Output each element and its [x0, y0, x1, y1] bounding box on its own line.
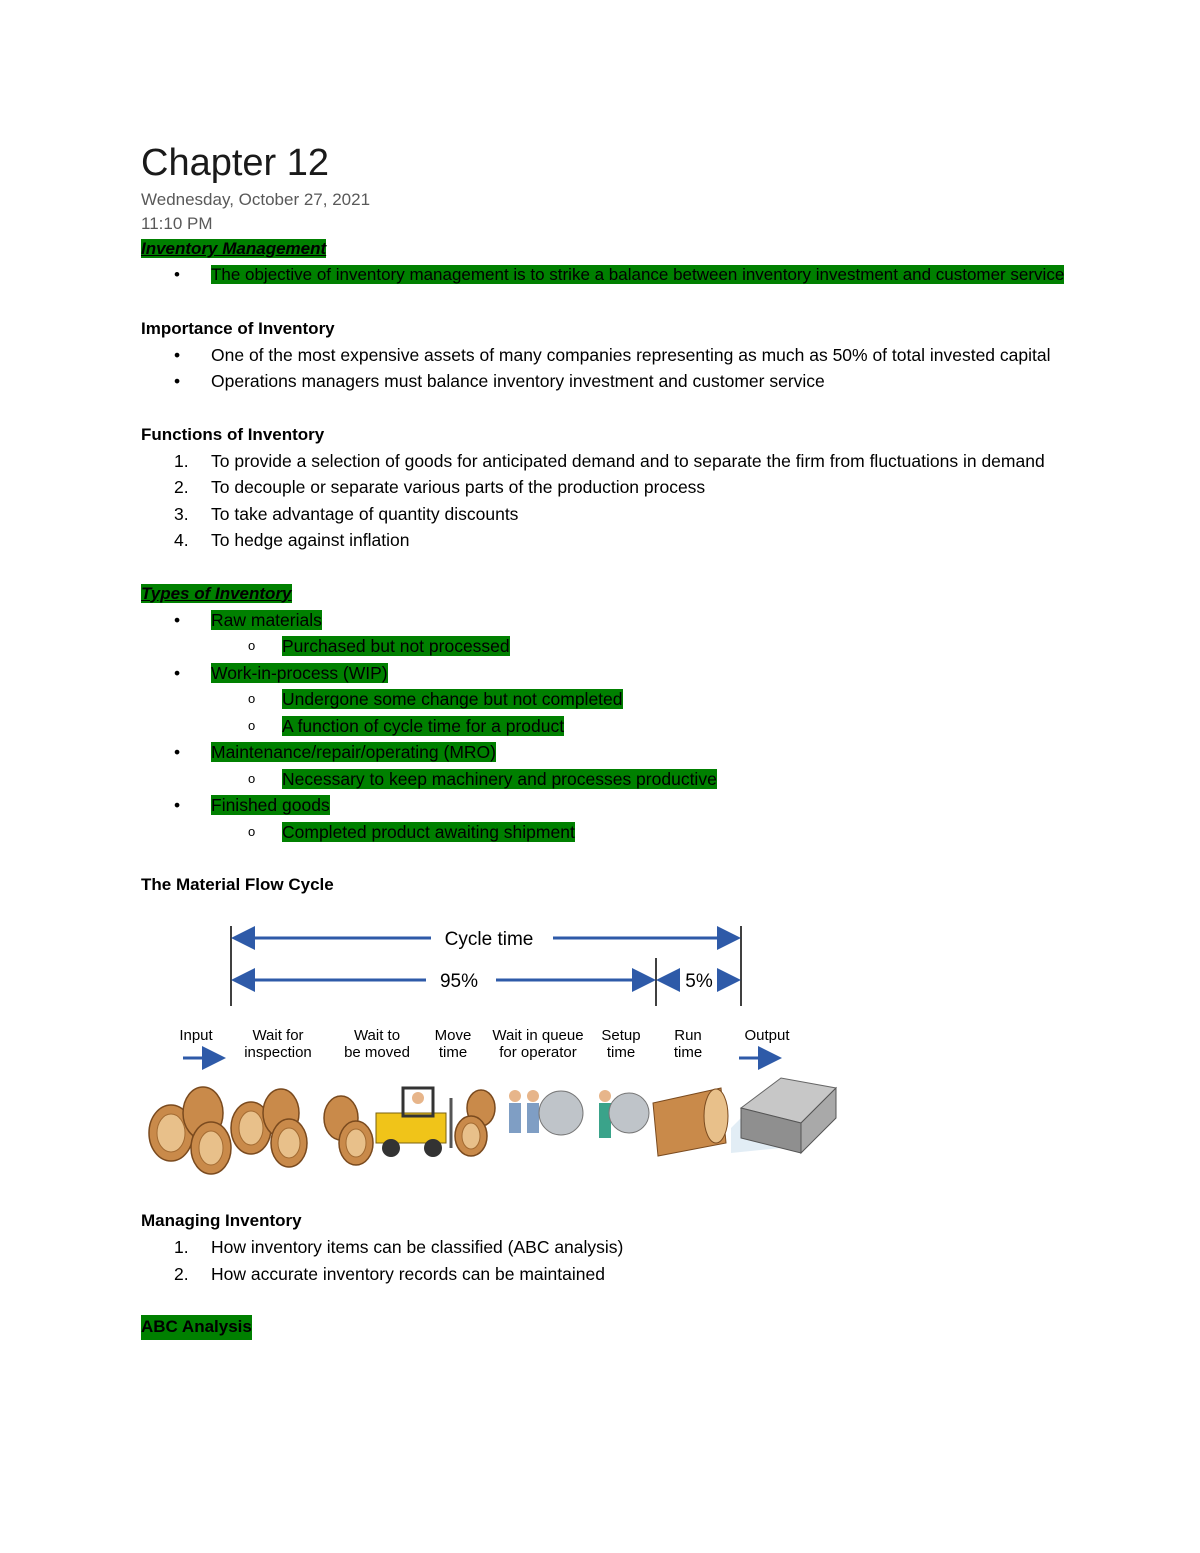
bullet-text: The objective of inventory management is to strike a balance between inventory investment and customer service — [211, 265, 1065, 284]
list-number: 1. — [174, 1237, 189, 1257]
page-time: 11:10 PM — [141, 214, 213, 233]
circle-bullet-icon: o — [248, 770, 256, 786]
section-managing: Managing Inventory — [141, 1211, 302, 1230]
list-item — [141, 660, 1071, 687]
bullet-icon: • — [174, 662, 181, 683]
sub-list-item — [141, 713, 1071, 740]
importance-list — [141, 342, 1071, 395]
list-item — [141, 474, 1071, 501]
page-date: Wednesday, October 27, 2021 — [141, 190, 371, 209]
list-number: 1. — [174, 450, 189, 471]
sub-text: Purchased but not processed — [282, 636, 510, 656]
managing-list — [141, 1234, 1071, 1287]
run-output-illustration — [653, 1078, 836, 1156]
stage-label: Move — [434, 1027, 472, 1044]
bullet-text: Finished goods — [211, 795, 330, 815]
cycle-time-label: Cycle time — [444, 929, 534, 950]
sub-text: Undergone some change but not completed — [282, 689, 623, 709]
list-item — [141, 342, 1071, 369]
bullet-icon: • — [174, 742, 181, 762]
workers-illustration — [509, 1090, 649, 1138]
section-types — [141, 581, 1071, 607]
list-number: 2. — [174, 1263, 189, 1284]
section-heading: Inventory Management — [141, 239, 327, 258]
stage-label: time — [606, 1044, 636, 1061]
sub-text: Completed product awaiting shipment — [282, 821, 575, 842]
stage-label: Wait to — [353, 1027, 401, 1044]
section-material-flow: The Material Flow Cycle — [141, 875, 334, 894]
item-text: To hedge against inflation — [211, 530, 410, 550]
circle-bullet-icon: o — [248, 823, 256, 839]
stage-label: Output — [744, 1027, 790, 1044]
list-item — [141, 262, 1071, 289]
forklift-illustration — [376, 1088, 451, 1157]
sub-list-item — [141, 686, 1071, 713]
stage-label: time — [438, 1044, 468, 1061]
list-number: 4. — [174, 530, 189, 550]
sub-list-item — [141, 633, 1071, 660]
material-flow-diagram — [141, 908, 841, 1178]
list-item — [141, 501, 1071, 528]
list-item — [141, 527, 1071, 554]
bullet-text: Maintenance/repair/operating (MRO) — [211, 742, 496, 762]
material-flow-svg — [141, 908, 841, 1178]
list-item — [141, 368, 1071, 395]
list-item — [141, 1261, 1071, 1288]
item-text: To decouple or separate various parts of the production process — [211, 477, 706, 497]
section-heading: ABC Analysis — [141, 1315, 252, 1340]
circle-bullet-icon: o — [248, 717, 256, 733]
list-item — [141, 792, 1071, 819]
stage-label: Input — [179, 1027, 213, 1044]
stage-label: for operator — [499, 1044, 577, 1061]
document-page — [141, 140, 1071, 1340]
list-number: 3. — [174, 503, 189, 524]
circle-bullet-icon: o — [248, 691, 256, 706]
pct5-label: 5% — [685, 971, 713, 992]
inventory-management-list — [141, 262, 1071, 289]
stage-label: Run — [674, 1027, 702, 1044]
bullet-icon: • — [174, 344, 181, 365]
sub-text: A function of cycle time for a product — [282, 715, 565, 736]
bullet-icon: • — [174, 609, 181, 630]
bullet-text: Work-in-process (WIP) — [211, 662, 388, 683]
bullet-icon: • — [174, 795, 181, 815]
stage-label: Setup — [601, 1027, 641, 1044]
pct95-label: 95% — [439, 971, 479, 992]
sub-list-item — [141, 766, 1071, 793]
sub-text: Necessary to keep machinery and processes productive — [282, 768, 717, 789]
item-text: To take advantage of quantity discounts — [211, 503, 519, 524]
sub-list-item — [141, 819, 1071, 846]
circle-bullet-icon: o — [248, 638, 256, 653]
bullet-text: Raw materials — [211, 609, 322, 630]
types-list — [141, 607, 1071, 846]
stage-labels — [179, 1027, 790, 1061]
stage-label: Wait in queue — [492, 1027, 584, 1044]
stage-label: inspection — [244, 1044, 312, 1061]
bullet-text: Operations managers must balance inventory investment and customer service — [211, 371, 825, 391]
bullet-icon: • — [174, 265, 180, 284]
section-inventory-management — [141, 236, 1071, 262]
item-text: To provide a selection of goods for anticipated demand and to separate the firm from fluctuations in demand — [211, 450, 1045, 471]
item-text: How inventory items can be classified (ABC analysis) — [211, 1237, 624, 1257]
list-item — [141, 448, 1071, 475]
section-abc — [141, 1314, 1071, 1340]
section-functions: Functions of Inventory — [141, 424, 325, 444]
list-item — [141, 739, 1071, 766]
bullet-text: One of the most expensive assets of many companies representing as much as 50% of total invested capital — [211, 344, 1051, 365]
bullet-icon: • — [174, 371, 181, 391]
stage-label: be moved — [344, 1044, 410, 1061]
item-text: How accurate inventory records can be maintained — [211, 1263, 605, 1284]
section-importance: Importance of Inventory — [141, 318, 335, 338]
list-number: 2. — [174, 477, 189, 497]
functions-list — [141, 448, 1071, 554]
list-item — [141, 1234, 1071, 1261]
page-title: Chapter 12 — [141, 142, 330, 184]
stage-label: Wait for — [252, 1027, 304, 1044]
list-item — [141, 607, 1071, 634]
stage-label: time — [673, 1044, 703, 1061]
section-heading: Types of Inventory — [141, 583, 292, 603]
